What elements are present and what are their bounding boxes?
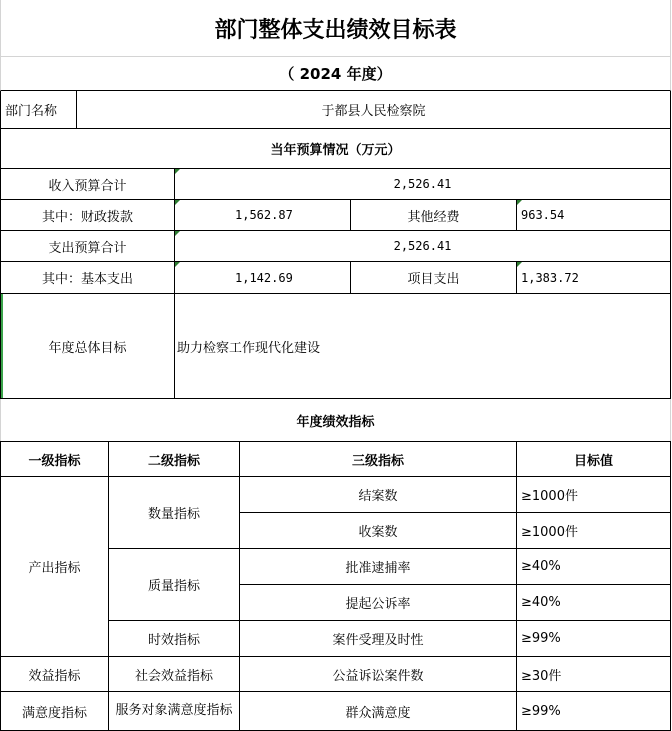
fiscal-label: 其中：财政拨款 bbox=[0, 200, 175, 231]
level2-timeliness: 时效指标 bbox=[109, 621, 240, 657]
year-row bbox=[0, 57, 671, 91]
table-row bbox=[0, 657, 671, 692]
table-row bbox=[0, 513, 671, 549]
project-text: 1,383.72 bbox=[521, 270, 579, 285]
department-value: 于都县人民检察院 bbox=[77, 91, 671, 129]
indicator-name: 公益诉讼案件数 bbox=[240, 657, 517, 692]
expense-total-text: 2,526.41 bbox=[393, 239, 452, 253]
title-row bbox=[0, 0, 671, 57]
level1-output: 产出指标 bbox=[0, 477, 109, 657]
expense-total-value bbox=[175, 231, 671, 262]
header-level1: 一级指标 bbox=[0, 441, 109, 477]
fiscal-text: 1,562.87 bbox=[235, 208, 293, 222]
page-title: 部门整体支出绩效目标表 bbox=[0, 0, 671, 57]
level2-service-satisfaction: 服务对象满意度指标 bbox=[109, 692, 240, 731]
indicator-target: ≥99% bbox=[517, 692, 671, 731]
table-row bbox=[0, 585, 671, 621]
other-label: 其他经费 bbox=[351, 200, 517, 231]
indicators-heading-row bbox=[0, 399, 671, 441]
table-row bbox=[0, 692, 671, 731]
level1-satisfaction: 满意度指标 bbox=[0, 692, 109, 731]
indicator-target: ≥1000件 bbox=[517, 513, 671, 549]
level2-quality: 质量指标 bbox=[109, 549, 240, 621]
other-value bbox=[517, 200, 671, 231]
cell-marker-icon bbox=[175, 169, 180, 174]
indicator-name: 群众满意度 bbox=[240, 692, 517, 731]
basic-row bbox=[0, 262, 671, 294]
indicator-name: 收案数 bbox=[240, 513, 517, 549]
cell-marker-icon bbox=[175, 262, 180, 267]
budget-heading-row bbox=[0, 129, 671, 169]
table-row bbox=[0, 549, 671, 585]
indicator-header-row bbox=[0, 441, 671, 477]
income-total-value bbox=[175, 169, 671, 200]
cell-marker-icon bbox=[175, 200, 180, 205]
indicators-heading: 年度绩效指标 bbox=[0, 399, 671, 441]
header-target: 目标值 bbox=[517, 441, 671, 477]
basic-value bbox=[175, 262, 351, 294]
cell-marker-icon bbox=[175, 231, 180, 236]
fiscal-value bbox=[175, 200, 351, 231]
income-total-label: 收入预算合计 bbox=[0, 169, 175, 200]
cell-marker-icon bbox=[517, 200, 522, 205]
department-label: 部门名称 bbox=[0, 91, 77, 129]
expense-total-label: 支出预算合计 bbox=[0, 231, 175, 262]
year-label: （ 2024 年度） bbox=[0, 57, 671, 91]
fiscal-row bbox=[0, 200, 671, 231]
department-row bbox=[0, 91, 671, 129]
indicator-name: 结案数 bbox=[240, 477, 517, 513]
indicator-target: ≥30件 bbox=[517, 657, 671, 692]
level1-benefit: 效益指标 bbox=[0, 657, 109, 692]
budget-heading: 当年预算情况（万元） bbox=[0, 129, 671, 169]
indicator-name: 提起公诉率 bbox=[240, 585, 517, 621]
project-label: 项目支出 bbox=[351, 262, 517, 294]
table-row bbox=[0, 621, 671, 657]
goal-row bbox=[0, 294, 671, 399]
goal-label: 年度总体目标 bbox=[0, 294, 175, 399]
indicator-target: ≥1000件 bbox=[517, 477, 671, 513]
other-text: 963.54 bbox=[521, 208, 565, 222]
cell-marker-icon bbox=[517, 262, 522, 267]
income-total-row bbox=[0, 169, 671, 200]
indicator-target: ≥40% bbox=[517, 585, 671, 621]
project-value bbox=[517, 262, 671, 294]
table-row bbox=[0, 477, 671, 513]
level2-social-benefit: 社会效益指标 bbox=[109, 657, 240, 692]
header-level3: 三级指标 bbox=[240, 441, 517, 477]
income-total-text: 2,526.41 bbox=[393, 177, 452, 191]
indicator-name: 案件受理及时性 bbox=[240, 621, 517, 657]
goal-value: 助力检察工作现代化建设 bbox=[175, 294, 671, 399]
indicator-target: ≥99% bbox=[517, 621, 671, 657]
expense-total-row bbox=[0, 231, 671, 262]
basic-label: 其中：基本支出 bbox=[0, 262, 175, 294]
indicator-name: 批准逮捕率 bbox=[240, 549, 517, 585]
level2-quantity: 数量指标 bbox=[109, 477, 240, 549]
indicator-target: ≥40% bbox=[517, 549, 671, 585]
header-level2: 二级指标 bbox=[109, 441, 240, 477]
basic-text: 1,142.69 bbox=[235, 270, 293, 285]
